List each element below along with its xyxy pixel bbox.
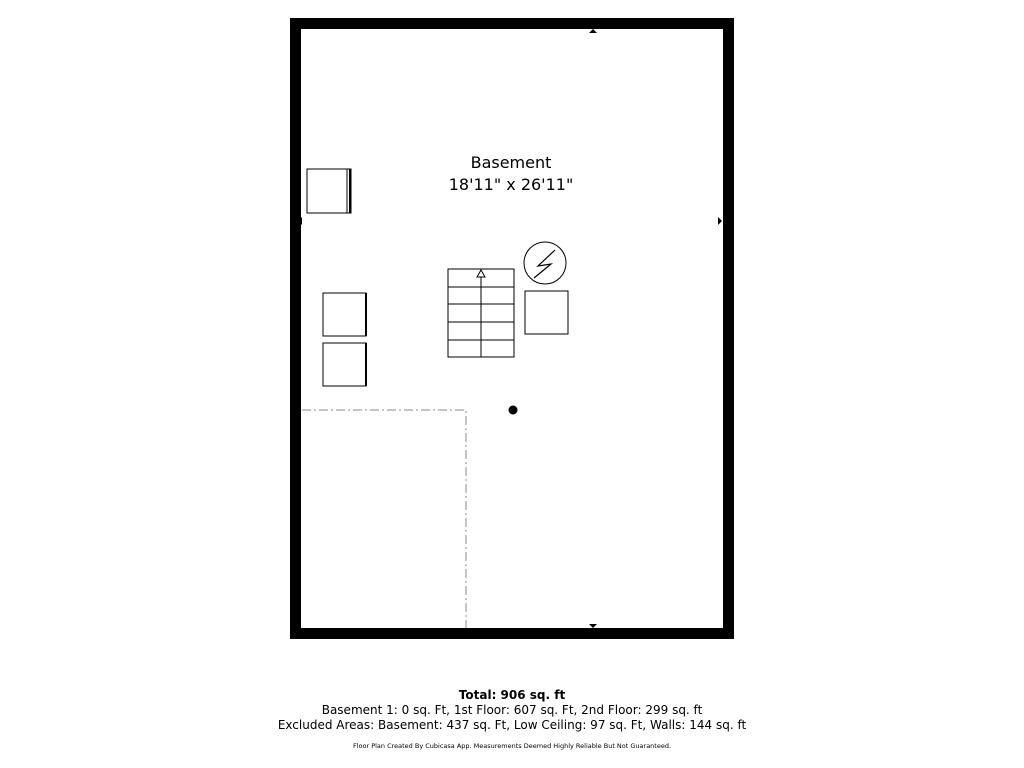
floor-area-breakdown: Basement 1: 0 sq. Ft, 1st Floor: 607 sq. Ft, 2nd Floor: 299 sq. ft [321,703,703,717]
disclaimer-footer: Floor Plan Created By Cubicasa App. Measurements Deemed Highly Reliable But Not Guaranteed. [352,742,672,750]
fixture-square [525,291,568,334]
appliance-upper-left [307,169,351,213]
dryer [323,343,366,386]
excluded-area-breakdown: Excluded Areas: Basement: 437 sq. Ft, Low Ceiling: 97 sq. Ft, Walls: 144 sq. ft [277,718,747,732]
opening-marker-top [589,29,597,33]
support-post [509,406,518,415]
room-dimensions: 18'11" x 26'11" [448,175,574,194]
total-area: Total: 906 sq. ft [458,688,566,702]
opening-marker-right [718,217,722,225]
washer [323,293,366,336]
opening-marker-bottom [589,624,597,628]
electrical-panel-icon [524,242,566,284]
staircase [448,269,514,357]
room-name: Basement [470,153,552,172]
excluded-area-boundary [302,410,466,628]
